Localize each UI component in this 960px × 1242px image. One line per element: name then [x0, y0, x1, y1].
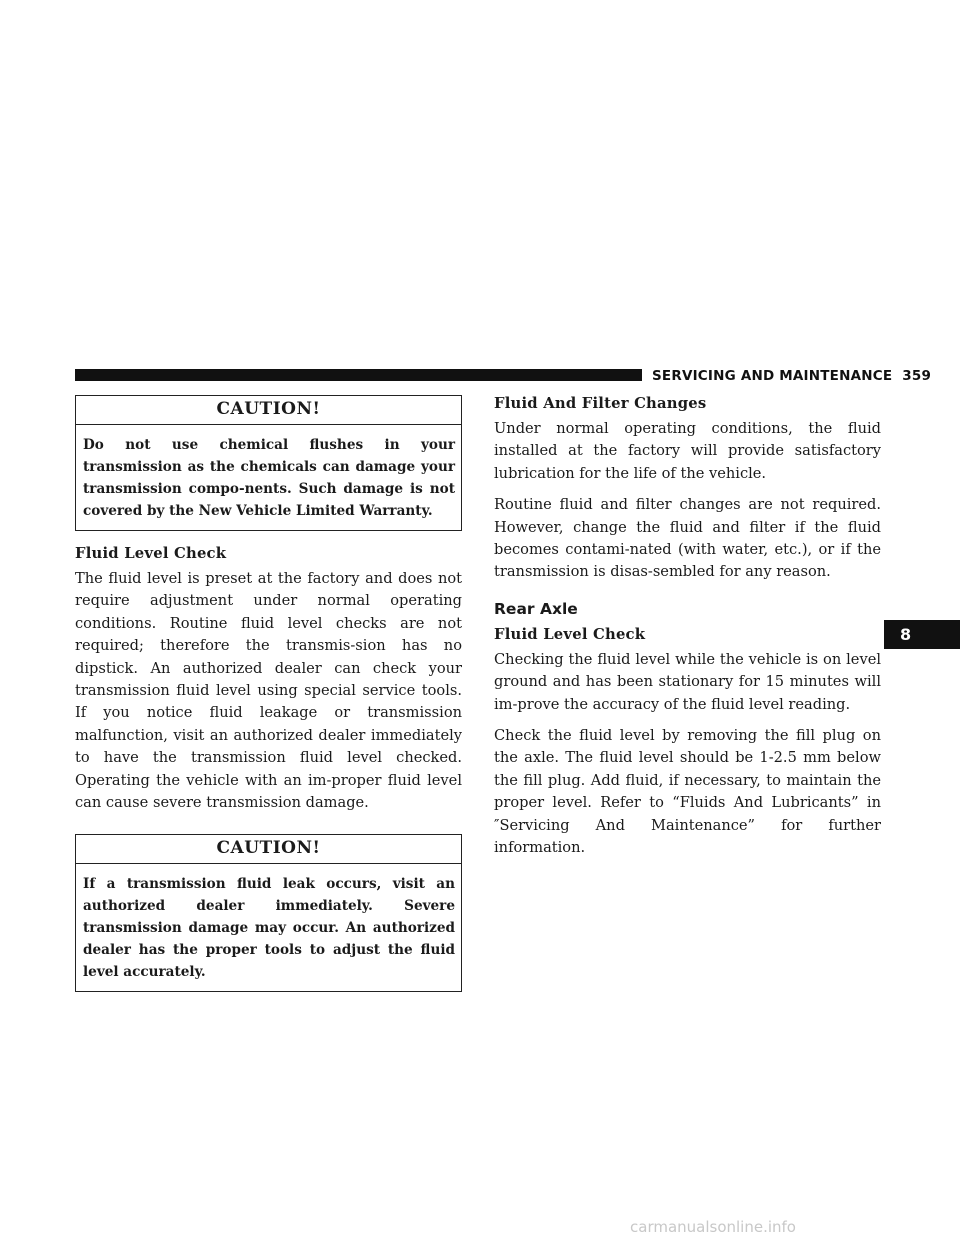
caution-body: Do not use chemical flushes in your transmission as the chemicals can damage your transmission compo-nents. Such damage is not covered by the New Vehicle Limited Warranty. — [83, 437, 455, 519]
running-header — [652, 368, 931, 384]
watermark: carmanualsonline.info — [630, 1218, 796, 1236]
paragraph-filter-changes-1: Under normal operating conditions, the fluid installed at the factory will provide satisfactory lubrication for the life of the vehicle. — [494, 420, 881, 482]
caution-body: If a transmission fluid leak occurs, visit an authorized dealer immediately. Severe transmission damage may occur. An authorized dealer has the proper tools to adjust the fluid level accurately. — [83, 876, 455, 981]
caution-box-fluid-leak — [75, 834, 462, 992]
section-title: SERVICING AND MAINTENANCE — [652, 368, 893, 384]
header-rule — [75, 369, 642, 381]
paragraph-fluid-level-check: The fluid level is preset at the factory and does not require adjustment under normal operating conditions. Routine fluid level checks are not required; therefore the transmis-sion has no dipstick. An authorized dealer can check your transmission fluid level using special service tools. If you notice fluid leakage or transmission malfunction, visit an authorized dealer immediately to have the transmission fluid level checked. Operating the vehicle with an im-proper fluid level can cause severe transmission damage. — [75, 570, 462, 812]
section-heading-fluid-level-check: Fluid Level Check — [75, 545, 227, 562]
right-column — [494, 395, 881, 869]
section-heading-rear-axle: Rear Axle — [494, 599, 578, 618]
chapter-tab: 8 — [884, 620, 960, 649]
caution-box-chemical-flushes — [75, 395, 462, 531]
paragraph-rear-axle-2: Check the fluid level by removing the fill plug on the axle. The fluid level should be 1-2.5 mm below the fill plug. Add fluid, if necessary, to maintain the proper level. Refer to “Fluids And Lubricants” in ″Servicing And Maintenance” for further information. — [494, 727, 881, 857]
paragraph-filter-changes-2: Routine fluid and filter changes are not required. However, change the fluid and filter if the fluid becomes contami-nated (with water, etc.), or if the transmission is disas-sembled for any reason. — [494, 496, 881, 581]
page-number: 359 — [902, 368, 932, 384]
caution-title: CAUTION! — [76, 396, 461, 425]
subheading-rear-axle-fluid-level-check: Fluid Level Check — [494, 625, 646, 643]
left-column — [75, 395, 462, 992]
paragraph-rear-axle-1: Checking the fluid level while the vehicle is on level ground and has been stationary for 15 minutes will im-prove the accuracy of the fluid level reading. — [494, 650, 881, 713]
caution-title: CAUTION! — [76, 835, 461, 864]
section-heading-fluid-filter-changes: Fluid And Filter Changes — [494, 395, 707, 412]
